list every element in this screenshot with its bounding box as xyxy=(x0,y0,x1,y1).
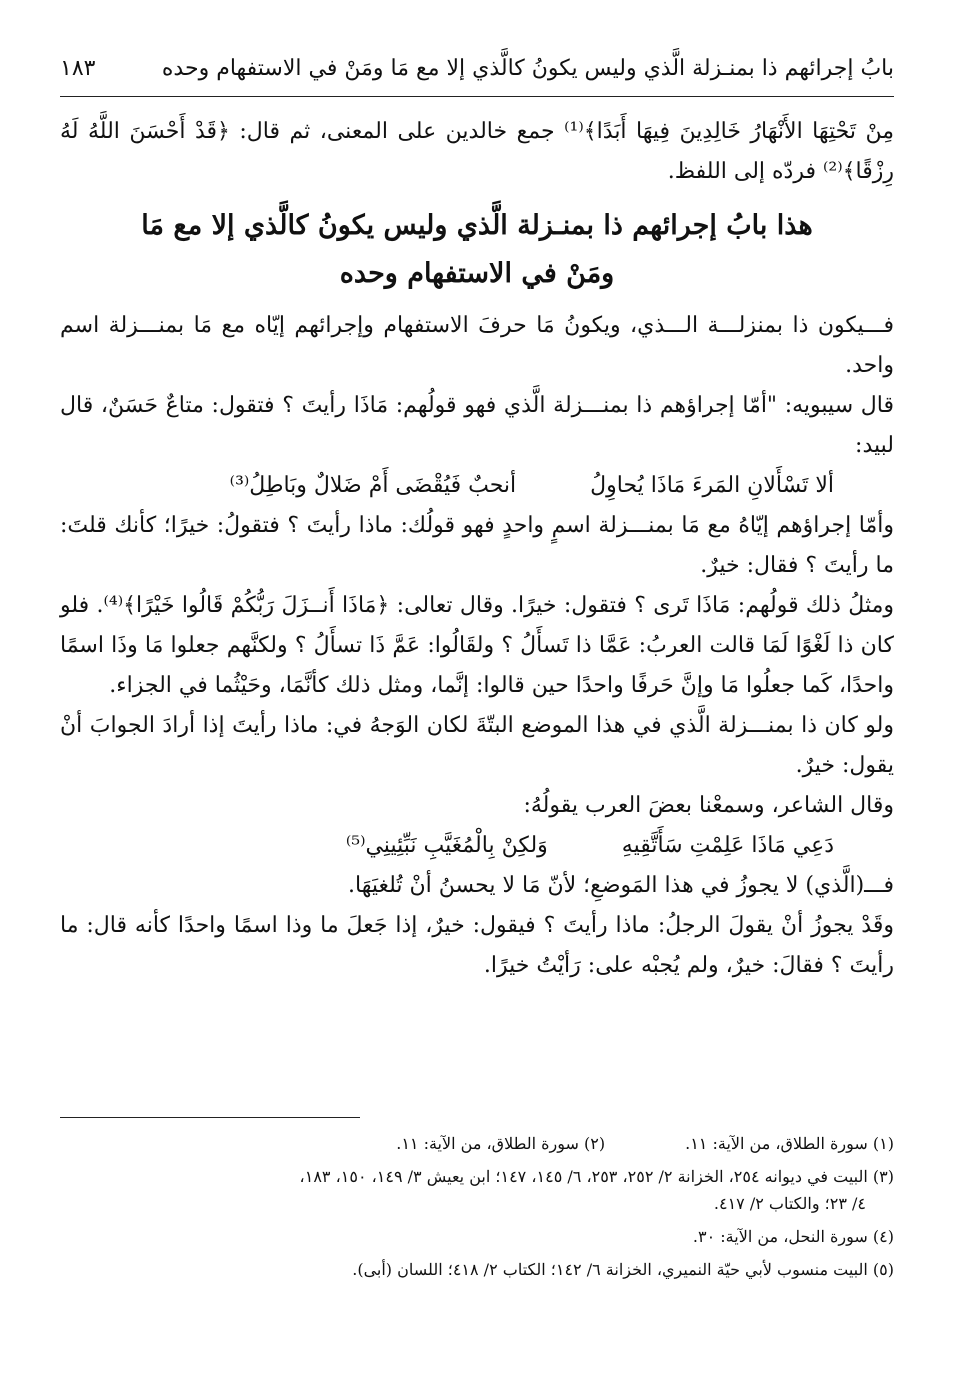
verse-2-first-hemistich: دَعِي مَاذَا عَلِمْتِ سَأَتَّقِيهِ xyxy=(621,833,834,858)
chapter-heading-line-2: ومَنْ في الاستفهام وحده xyxy=(339,258,615,289)
footnote-3-line-1: (٣) البيت في ديوانه ٢٥٤، الخزانة ٢/ ٢٥٢، ٢٥٣، ٦/ ١٤٥، ١٤٧؛ ابن يعيش ٣/ ١٤٩، ١٥٠، ١٨٣، xyxy=(299,1167,894,1186)
paragraph-4: ومثلُ ذلك قولُهم: مَاذَا تَرى ؟ فتقول: خيرًا. وقال تعالى: ﴿مَاذَا أَنــزَلَ رَبُّكُمْ قَالُوا خَيْرًا﴾⁽⁴⁾. فلو كان ذا لَغْوًا لَمَا قالت العربُ: عَمَّا ذا تَسأَلُ ؟ ولقَالُوا: عَمَّ ذَا تسأَلُ ؟ ولكنَّهم جعلوا مَا وذَا اسمًا واحدًا، كَما جعلُوا مَا وإنَّ حَرفًا واحدًا حين قالوا: إنَّما، ومثل ذلك كأنَّمَا، وحَيْثُما في الجزاء. xyxy=(60,593,894,698)
footnote-4: (٤) سورة النحل، من الآية: ٣٠. xyxy=(692,1227,894,1246)
main-text xyxy=(60,112,894,986)
continuation-paragraph: مِنْ تَحْتِهَا الأَنْهَارُ خَالِدِينَ فِيهَا أَبَدًا﴾⁽¹⁾ جمع خالدين على المعنى، ثم قال: ﴿قَدْ أَحْسَنَ اللَّهُ لَهُ رِزْقًا﴾⁽²⁾ فردّه إلى اللفظ. xyxy=(60,119,894,184)
paragraph-1: فـــيكون ذا بمنزلـــة الـــذي، ويكونُ مَا حرفَ الاستفهام وإجرائهم إيّاه مع مَا بمنـــزلة اسم واحد. xyxy=(60,313,894,378)
paragraph-8: وقَدْ يجوزُ أنْ يقولَ الرجلُ: ماذا رأيتَ ؟ فيقول: خيرٌ، إذا جَعلَ ما وذا اسمًا واحدًا كأنه قال: ما رأيتَ ؟ فقالَ: خيرٌ، ولم يُجبْه على: رَأيْتُ خيرًا. xyxy=(60,913,894,978)
footnote-1: (١) سورة الطلاق، من الآية: ١١. xyxy=(685,1134,894,1153)
page-number: ١٨٣ xyxy=(60,56,96,81)
poetry-verse-2 xyxy=(60,826,894,866)
chapter-heading xyxy=(60,202,894,298)
footnotes xyxy=(60,1130,894,1289)
book-page xyxy=(60,0,894,1389)
footnote-2: (٢) سورة الطلاق، من الآية: ١١. xyxy=(396,1134,606,1153)
footnote-3-line-2: ٤/ ٢٣؛ والكتاب ٢/ ٤١٧. xyxy=(713,1194,866,1213)
paragraph-2: قال سيبويه: "أمّا إجراؤهم ذا بمنـــزلة الَّذي فهو قولُهم: مَاذَا رأيتَ ؟ فتقول: متاعٌ حَسَنٌ، قال لبيد: xyxy=(60,393,894,458)
running-header-title: بابُ إجرائهم ذا بمنـزلة الَّذي وليس يكونُ كالَّذي إلا مع مَا ومَنْ في الاستفهام وحده xyxy=(161,56,894,81)
paragraph-3: وأمّا إجراؤهم إيّاهُ مع مَا بمنـــزلة اسمٍ واحدٍ فهو قولُك: ماذا رأيتَ ؟ فتقولُ: خيرًا؛ كأنك قلتَ: ما رأيتَ ؟ فقال: خيرٌ. xyxy=(60,513,894,578)
footnote-5: (٥) البيت منسوب لأبي حيّة النميري، الخزانة ٦/ ١٤٢؛ الكتاب ٢/ ٤١٨؛ اللسان (أبى). xyxy=(352,1260,894,1279)
verse-1-second-hemistich: أنحبٌ فَيُقْضَى أَمْ ضَلالٌ وبَاطِلُ⁽³⁾ xyxy=(229,473,517,498)
footnote-3 xyxy=(60,1163,894,1217)
verse-1-first-hemistich: ألا تَسْأَلانِ المَرءَ مَاذَا يُحاوِلُ xyxy=(590,473,834,498)
verse-2-second-hemistich: وَلكِنْ بِالْمُغَيَّبِ نَبِّئِينِي⁽⁵⁾ xyxy=(345,833,548,858)
footnote-rule xyxy=(60,1117,360,1118)
chapter-heading-line-1: هذا بابُ إجرائهم ذا بمنـزلة الَّذي وليس يكونُ كالَّذي إلا مع مَا xyxy=(141,210,813,241)
paragraph-7: فـــ(الَّذي) لا يجوزُ في هذا المَوضعِ؛ لأنّ مَا لا يحسنُ أنْ تُلغيَهَا. xyxy=(348,873,894,898)
footnotes-1-2 xyxy=(60,1130,894,1157)
paragraph-5: ولو كان ذا بمنـــزلة الَّذي في هذا الموضع البتّةَ لكان الوَجهُ في: ماذا رأيتَ إذا أرادَ الجوابَ أنْ يقول: خيرٌ. xyxy=(60,713,894,778)
paragraph-6: وقال الشاعر، وسمعْنا بعضَ العرب يقولُهُ: xyxy=(523,793,894,818)
poetry-verse-1 xyxy=(60,466,894,506)
header-rule xyxy=(60,96,894,97)
